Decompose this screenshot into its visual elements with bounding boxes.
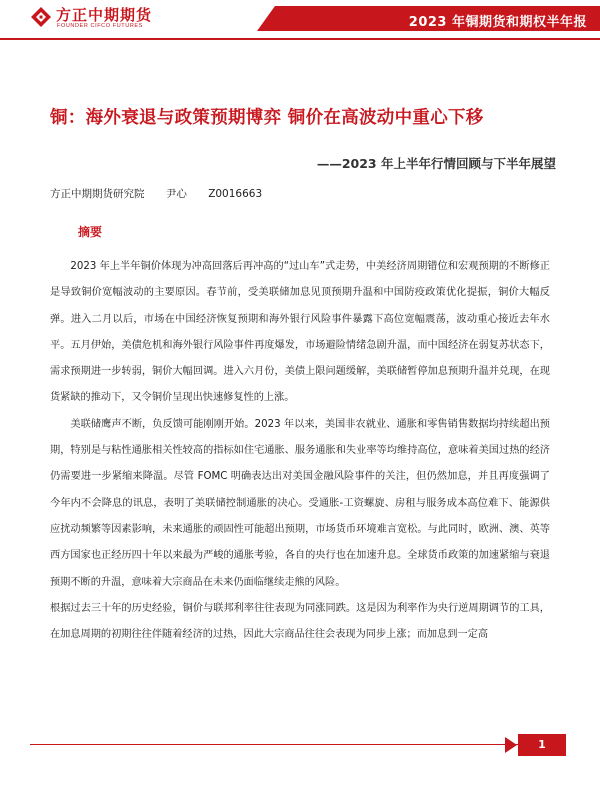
paragraph: 美联储鹰声不断，负反馈可能刚刚开始。2023 年以来，美国非农就业、通胀和零售销售数据均持续超出预期，特别是与粘性通胀相关性较高的指标如住宅通胀、服务通胀和失业率等均维持高位，意味着美国过热的经济仍需要进一步紧缩来降温。尽管 FOMC 明确表达出对美国金融风险事件的关注，但仍然加息，并且再度强调了今年内不会降息的讯息，表明了美联储控制通胀的决心。受通胀-工资螺旋、房租与服务成本高位难下、能源供应扰动频繁等因素影响，未来通胀的顽固性可能超出预期，市场货币环境难言宽松。与此同时，欧洲、澳、英等西方国家也正经历四十年以来最为严峻的通胀考验，各自的央行也在加速升息。全球货币政策的加速紧缩与衰退预期不断的升温，意味着大宗商品在未来仍面临继续走熊的风险。 [50, 418, 550, 588]
logo-chinese-name: 方正中期期货 [56, 6, 153, 24]
report-title: 2023 年铜期货和期权半年报 [408, 15, 587, 30]
paragraph: 根据过去三十年的历史经验，铜价与联邦利率往往表现为同涨同跌。这是因为利率作为央行逆周期调节的工具，在加息周期的初期往往伴随着经济的过热，因此大宗商品往往会表现为同步上涨；而加息到一定高 [50, 602, 550, 641]
abstract-heading: 摘要 [78, 225, 103, 239]
header-banner [275, 6, 600, 31]
author-id: Z0016663 [208, 188, 263, 200]
author-institution: 方正中期期货研究院 [50, 188, 145, 200]
company-logo [30, 4, 180, 34]
header-divider [0, 38, 600, 40]
abstract-body [50, 254, 550, 648]
page-number: 1 [518, 734, 566, 756]
page-footer [0, 728, 600, 758]
footer-arrow-icon [505, 737, 517, 753]
author-line [50, 186, 280, 201]
document-title: 铜：海外衰退与政策预期博弈 铜价在高波动中重心下移 [50, 108, 484, 128]
footer-divider [30, 744, 520, 745]
author-name: 尹心 [165, 188, 187, 200]
paragraph: 2023 年上半年铜价体现为冲高回落后再冲高的“过山车”式走势，中美经济周期错位和宏观预期的不断修正是导致铜价宽幅波动的主要原因。春节前，受美联储加息见顶预期升温和中国防疫政策优化提振，铜价大幅反弹。进入二月以后，市场在中国经济恢复预期和海外银行风险事件暴露下高位宽幅震荡，波动重心接近去年水平。五月伊始，美债危机和海外银行风险事件再度爆发，市场避险情绪急剧升温，而中国经济在弱复苏状态下，需求预期进一步转弱，铜价大幅回调。进入六月份，美债上限问题缓解，美联储暂停加息预期升温并兑现，在现货紧缺的推动下，又令铜价呈现出快速修复性的上涨。 [50, 261, 550, 404]
page-header [0, 0, 600, 38]
founder-logo-icon [30, 6, 52, 28]
document-subtitle: ——2023 年上半年行情回顾与下半年展望 [316, 156, 556, 171]
logo-english-name: FOUNDER CIFCO FUTURES [57, 23, 143, 29]
